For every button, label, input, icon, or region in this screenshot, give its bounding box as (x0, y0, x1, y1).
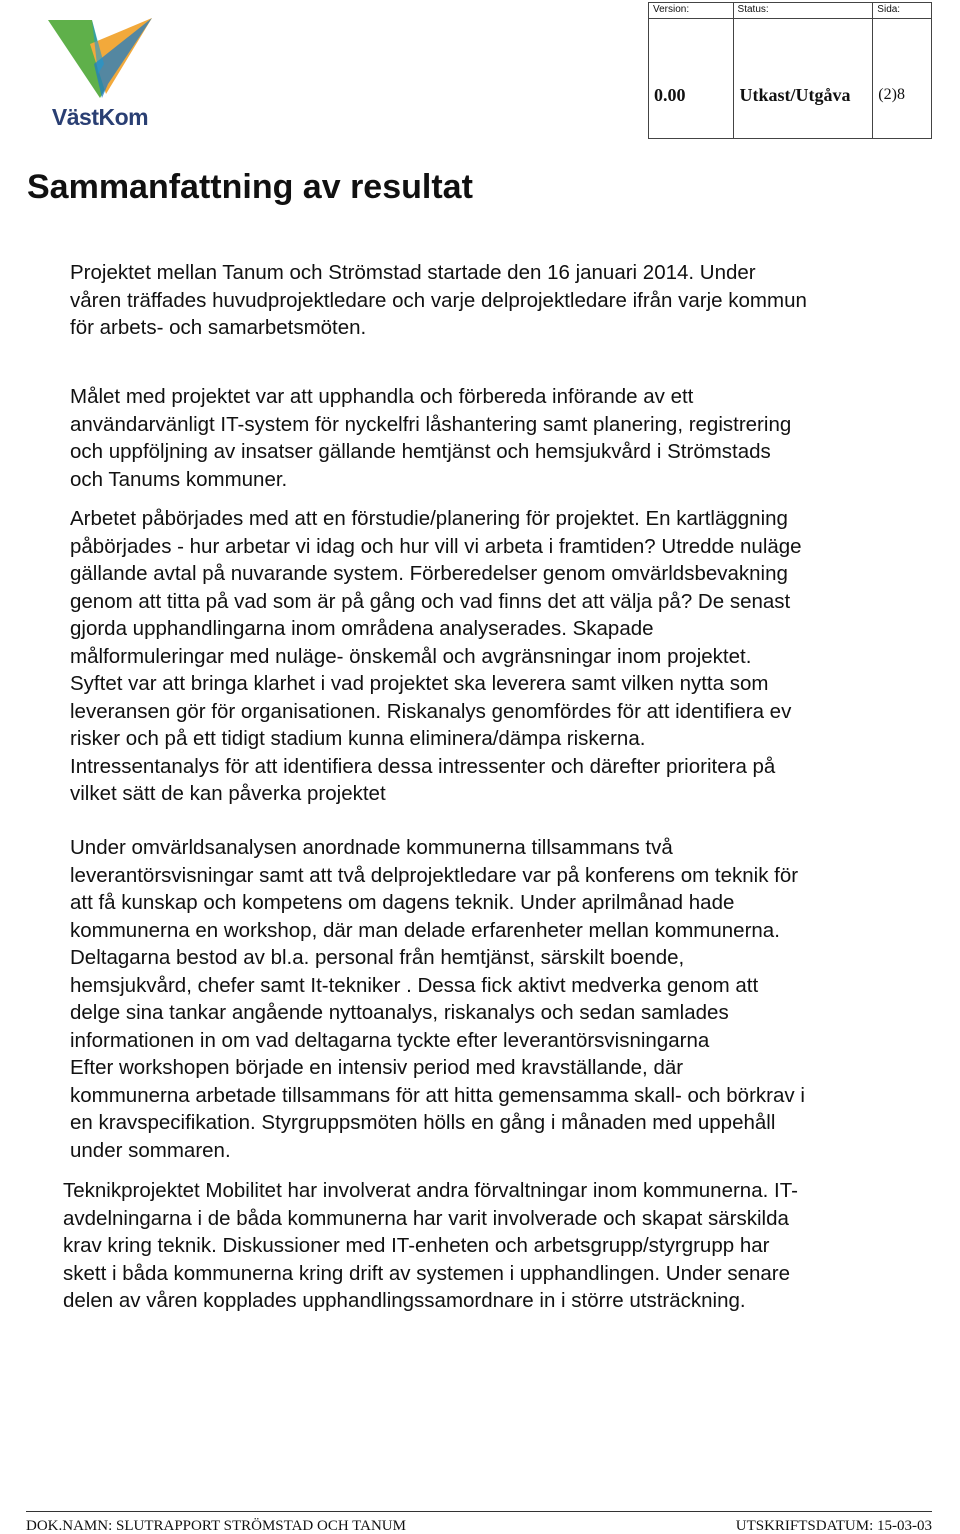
version-value: 0.00 (649, 19, 734, 139)
paragraph-intro: Projektet mellan Tanum och Strömstad startade den 16 januari 2014. Under våren träffades huvudprojektledare och varje delprojektledare ifrån varje kommun för arbets- och samarbetsmöten. (70, 261, 807, 339)
logo-text: VästKom (51, 104, 149, 130)
footer-divider (26, 1511, 932, 1512)
footer-document-name: DOK.NAMN: SLUTRAPPORT STRÖMSTAD OCH TANUM (26, 1518, 406, 1534)
page-label: Sida: (873, 3, 932, 19)
paragraph-analysis: Under omvärldsanalysen anordnade kommunerna tillsammans två leverantörsvisningar samt att två delprojektledare var på konferens om teknik för att få kunskap och kompetens om dagens teknik. Under aprilmånad hade kommunerna en workshop, där man delade erfarenheter mellan kommunerna. Deltagarna bestod av bl.a. personal från hemtjänst, särskilt boende, hemsjukvård, chefer samt It-tekniker . Dessa fick aktivt medverka genom att delge sina tankar angående nyttoanalys, riskanalys och sedan samlades informationen in om vad deltagarna tyckte efter leverantörsvisningarna Efter workshopen började en intensiv period med kravställande, där kommunerna arbetade tillsammans för att hitta gemensamma skall- och börkrav i en kravspecifikation. Styrgruppsmöten hölls en gång i månaden med uppehåll under sommaren. (70, 836, 805, 1162)
page-title: Sammanfattning av resultat (27, 168, 473, 206)
page-value: (2)8 (873, 19, 932, 139)
vastkom-logo (44, 14, 156, 134)
version-label: Version: (649, 3, 734, 19)
document-meta-table (648, 2, 932, 139)
status-label: Status: (733, 3, 873, 19)
logo-v-mark-icon (44, 14, 156, 106)
paragraph-work: Arbetet påbörjades med att en förstudie/planering för projektet. En kartläggning påbörjades - hur arbetar vi idag och hur vill vi arbeta i framtiden? Utredde nuläge gällande avtal på nuvarande system. Förberedelser genom omvärldsbevakning genom att titta på vad som är på gång och vad finns det att välja på? De senast gjorda upphandlingarna inom områdena analyserades. Skapade målformuleringar med nuläge- önskemål och avgränsningar inom projektet. Syftet var att bringa klarhet i vad projektet ska leverera samt vilken nytta som leveransen gör för organisationen. Riskanalys genomfördes för att identifiera ev risker och på ett tidigt stadium kunna eliminera/dämpa riskerna. Intressentanalys för att identifiera dessa intressenter och därefter prioritera på vilket sätt de kan påverka projektet (70, 507, 802, 805)
status-value: Utkast/Utgåva (733, 19, 873, 139)
footer-print-date: UTSKRIFTSDATUM: 15-03-03 (735, 1518, 932, 1534)
paragraph-technology: Teknikprojektet Mobilitet har involverat andra förvaltningar inom kommunerna. IT- avdelningarna i de båda kommunerna har varit involverade och skapat särskilda krav kring teknik. Diskussioner med IT-enheten och arbetsgrupp/styrgrupp har skett i båda kommunerna kring drift av systemen i upphandlingen. Under senare delen av våren kopplades upphandlingssamordnare in i större utsträckning. (63, 1179, 798, 1312)
paragraph-goal: Målet med projektet var att upphandla och förbereda införande av ett användarvänligt IT-system för nyckelfri låshantering samt planering, registrering och uppföljning av insatser gällande hemtjänst och hemsjukvård i Strömstads och Tanums kommuner. (70, 385, 792, 491)
